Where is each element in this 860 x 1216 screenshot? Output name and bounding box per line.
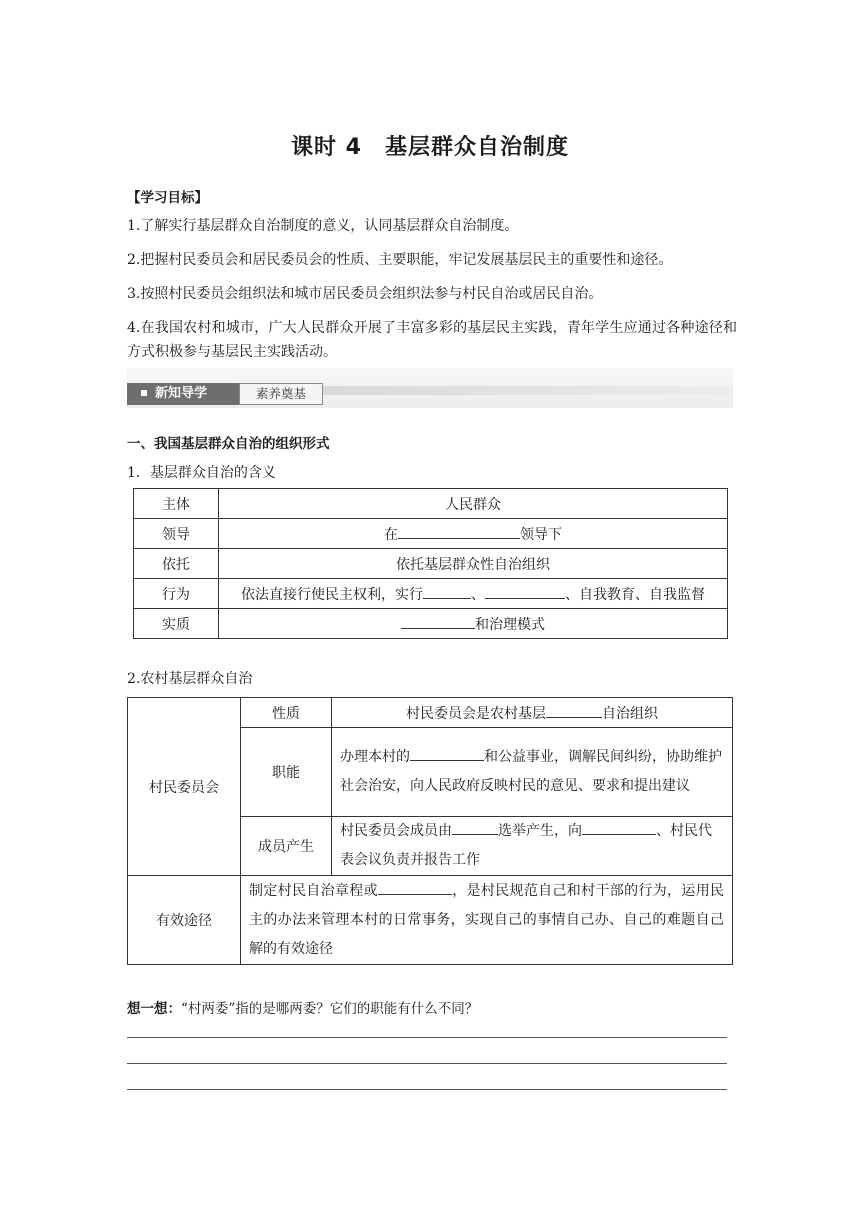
org-cell: 村民委员会 [128,698,241,876]
row-value: 和治理模式 [219,609,728,639]
table-row [134,519,728,549]
fill-blank[interactable] [401,614,475,629]
answer-line[interactable] [127,1089,727,1090]
row-key: 性质 [241,698,332,728]
goal-item: 2.把握村民委员会和居民委员会的性质、主要职能，牢记发展基层民主的重要性和途径。 [127,252,673,268]
table-row [134,609,728,639]
section-banner [127,368,733,408]
row-value: 人民群众 [219,489,728,519]
row-key: 主体 [134,489,219,519]
row-key: 行为 [134,579,219,609]
row-value: 村民委员会是农村基层 自治组织 [332,698,733,728]
goal-item: 1.了解实行基层群众自治制度的意义，认同基层群众自治制度。 [127,218,519,234]
row-key: 领导 [134,519,219,549]
subsection-title: 1．基层群众自治的含义 [127,465,276,481]
learning-goals [127,186,737,374]
row-key: 成员产生 [241,817,332,876]
goal-item: 4.在我国农村和城市，广大人民群众开展了丰富多彩的基层民主实践，青年学生应通过各种途径和方式积极参与基层民主实践活动。 [127,320,737,360]
village-committee-table [127,697,733,965]
think-label: 想一想： [127,1001,181,1017]
banner-tab-secondary: 素养奠基 [239,383,323,405]
fill-blank[interactable] [398,524,520,539]
page-title: 课时 4 基层群众自治制度 [291,135,569,160]
row-value: 村民委员会成员由 选举产生，向 、村民代表会议负责并报告工作 [332,817,733,876]
fill-blank[interactable] [582,820,656,835]
table-row [128,876,733,965]
fill-blank[interactable] [378,880,452,895]
row-value: 办理本村的 和公益事业，调解民间纠纷，协助维护社会治安，向人民政府反映村民的意见、要求和提出建议 [332,728,733,817]
row-key: 有效途径 [128,876,241,965]
think-text: “村两委”指的是哪两委？它们的职能有什么不同？ [181,1001,479,1017]
square-icon [141,390,147,396]
row-key: 实质 [134,609,219,639]
goals-header: 【学习目标】 [127,190,208,206]
goal-item: 3.按照村民委员会组织法和城市居民委员会组织法参与村民自治或居民自治。 [127,286,603,302]
row-value: 依法直接行使民主权利，实行 、 、自我教育、自我监督 [219,579,728,609]
row-value: 制定村民自治章程或 ，是村民规范自己和村干部的行为，运用民主的办法来管理本村的日常事务，实现自己的事情自己办、自己的难题自己解的有效途径 [241,876,733,965]
table-row [134,549,728,579]
table-row [134,579,728,609]
answer-line[interactable] [127,1063,727,1064]
fill-blank[interactable] [485,584,565,599]
fill-blank[interactable] [452,820,498,835]
answer-line[interactable] [127,1037,727,1038]
table-row [128,698,733,728]
fill-blank[interactable] [410,746,484,761]
fill-blank[interactable] [423,584,471,599]
fill-blank[interactable] [546,703,602,718]
banner-tab-primary [127,383,239,405]
row-key: 职能 [241,728,332,817]
section-title: 一、我国基层群众自治的组织形式 [127,436,330,452]
think-question [127,997,478,1017]
subsection-title: 2.农村基层群众自治 [127,671,253,687]
row-key: 依托 [134,549,219,579]
table-row [134,489,728,519]
row-value: 在 领导下 [219,519,728,549]
meaning-table [133,488,728,639]
row-value: 依托基层群众性自治组织 [219,549,728,579]
banner-tab-primary-label: 新知导学 [155,386,208,401]
